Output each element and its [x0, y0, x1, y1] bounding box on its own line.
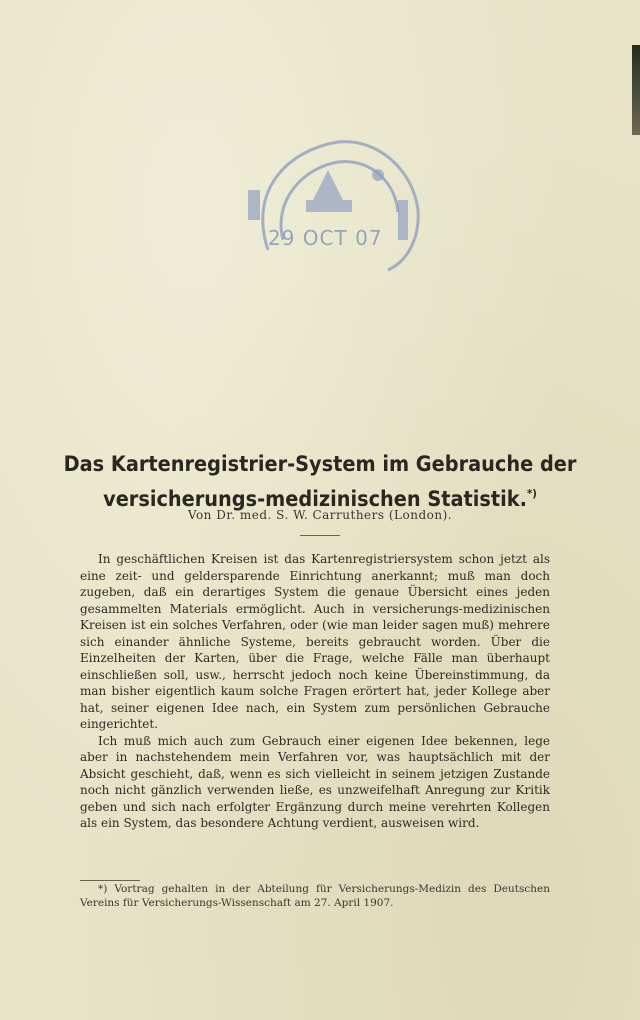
library-stamp — [228, 130, 428, 280]
author-byline: Von Dr. med. S. W. Carruthers (London). — [187, 508, 453, 522]
article-title-text: versicherungs-medizinischen Statistik. — [103, 487, 527, 511]
footnote — [80, 883, 550, 910]
article-title-line-1: Das Kartenregistrier-System im Gebrauche der — [63, 452, 577, 476]
page-edge-mark — [632, 45, 640, 135]
stamp-date: 29 OCT 07 — [268, 226, 383, 250]
footnote-marker: *) — [526, 487, 537, 500]
paragraph: In geschäftlichen Kreisen ist das Kartenregistriersystem schon jetzt als eine zeit- und geldersparende Einrichtung anerkannt; muß man doch zugeben, daß ein derartiges System die genaue Übersicht eines jeden gesammelten Materials ermöglicht. Auch in versicherungs-medizinischen Kreisen ist ein solches Verfahren, oder (wie man leider sagen muß) mehrere sich einander ähnliche Systeme, bereits gebraucht worden. Über die Einzelheiten der Karten, über die Frage, welche Fälle man überhaupt einschließen soll, usw., herrscht jedoch noch keine Übereinstimmung, da man bisher eigentlich kaum solche Fragen erörtert hat, jeder Kollege aber hat, seiner eigenen Idee nach, ein System zum persönlichen Gebrauche eingerichtet. — [80, 552, 550, 731]
paragraph: Ich muß mich auch zum Gebrauch einer eigenen Idee bekennen, lege aber in nachstehendem mein Verfahren vor, was hauptsächlich mit der Absicht geschieht, daß, wenn es sich vielleicht in seinem jetzigen Zustande noch nicht gänzlich verwenden ließe, es unzweifelhaft Anregung zur Kritik geben und sich nach erfolgter Ergänzung durch meine verehrten Kollegen als ein System, das besondere Achtung verdient, ausweisen wird. — [80, 733, 550, 830]
article-body — [80, 551, 550, 832]
footnote-text: *) Vortrag gehalten in der Abteilung für Versicherungs-Medizin des Deutschen Vereins für Versicherungs-Wissenschaft am 27. April 1907. — [80, 883, 550, 909]
title-divider — [300, 535, 340, 536]
footnote-divider — [80, 880, 140, 881]
